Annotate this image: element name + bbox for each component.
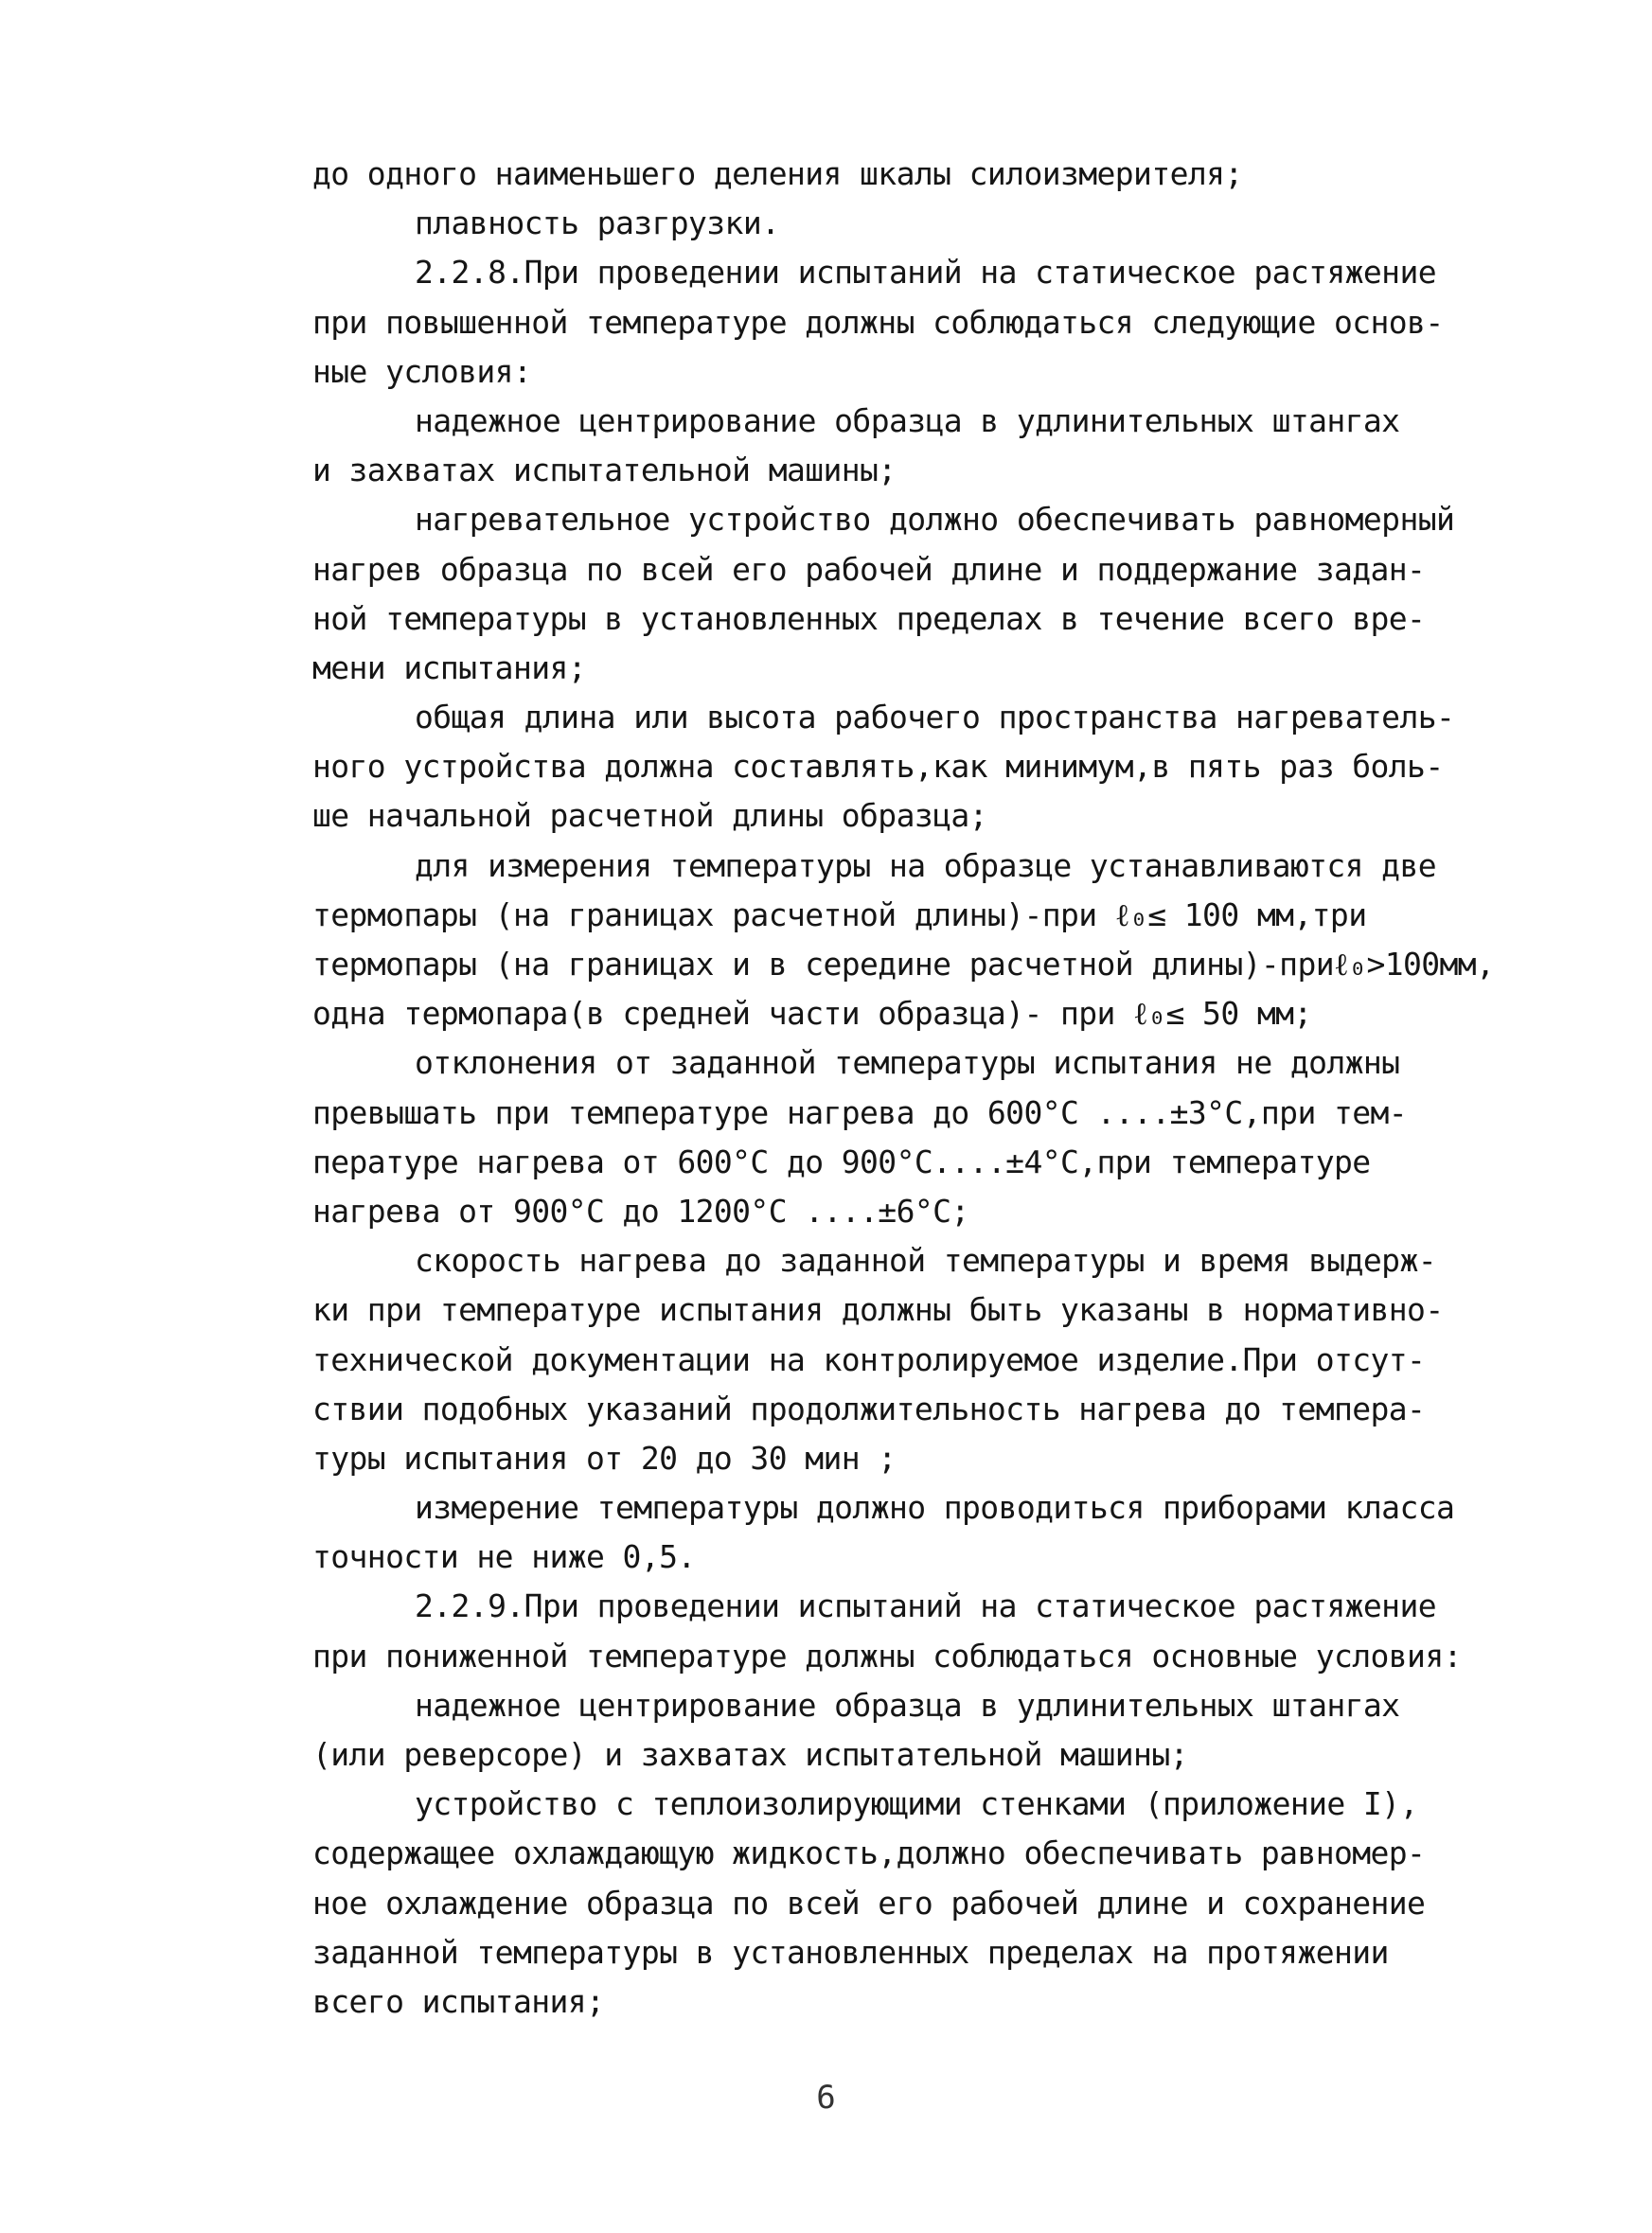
body-text — [312, 150, 1581, 2027]
text-line: нагрева от 900°С до 1200°С ....±6°С; — [312, 1192, 969, 1230]
text-line: до одного наименьшего деления шкалы силоизмерителя; — [312, 155, 1243, 192]
text-line: ного устройства должна составлять,как минимум,в пять раз боль- — [312, 748, 1444, 786]
text-line: при повышенной температуре должны соблюдаться следующие основ- — [312, 303, 1444, 341]
list-item: надежное центрирование образца в удлинительных штангах — [415, 1686, 1400, 1724]
text-line: точности не ниже 0,5. — [312, 1538, 696, 1576]
text-line: туры испытания от 20 до 30 мин ; — [312, 1439, 897, 1477]
text-line: технической документации на контролируемое изделие.При отсут- — [312, 1340, 1426, 1378]
list-item: нагревательное устройство должно обеспечивать равномерный — [415, 501, 1455, 539]
text-line: ной температуры в установленных пределах в течение всего вре- — [312, 599, 1426, 637]
page-number: 6 — [816, 2079, 836, 2117]
text-line: (или реверсоре) и захватах испытательной машины; — [312, 1736, 1188, 1773]
text-line: ное охлаждение образца по всей его рабочей длине и сохранение — [312, 1884, 1426, 1922]
text-line: содержащее охлаждающую жидкость,должно обеспечивать равномер- — [312, 1834, 1426, 1872]
text-line: при пониженной температуре должны соблюдаться основные условия: — [312, 1637, 1462, 1675]
text-line: всего испытания; — [312, 1982, 605, 2020]
text-line: ше начальной расчетной длины образца; — [312, 797, 987, 835]
list-item: общая длина или высота рабочего пространства нагреватель- — [415, 699, 1455, 736]
list-item: устройство с теплоизолирующими стенками (приложение I), — [415, 1785, 1418, 1823]
text-line: превышать при температуре нагрева до 600°С ....±3°С,при тем- — [312, 1093, 1408, 1131]
text-line: ки при температуре испытания должны быть указаны в нормативно- — [312, 1291, 1444, 1329]
list-item: для измерения температуры на образце устанавливаются две — [415, 846, 1436, 884]
text-line: одна термопара(в средней части образца)- при ℓ₀≤ 50 мм; — [312, 995, 1312, 1033]
text-line: пературе нагрева от 600°С до 900°С....±4°С,при температуре — [312, 1143, 1371, 1180]
list-item: скорость нагрева до заданной температуры и время выдерж- — [415, 1242, 1436, 1280]
text-line: ствии подобных указаний продолжительность нагрева до темпера- — [312, 1390, 1426, 1427]
list-item: измерение температуры должно проводиться приборами класса — [415, 1489, 1455, 1527]
text-line: термопары (на границах и в середине расчетной длины)-приℓ₀>100мм, — [312, 946, 1495, 983]
section-heading-2-2-9: 2.2.9.При проведении испытаний на статическое растяжение — [415, 1587, 1436, 1625]
text-line: плавность разгрузки. — [415, 204, 780, 242]
section-heading-2-2-8: 2.2.8.При проведении испытаний на статическое растяжение — [415, 254, 1436, 292]
list-item: отклонения от заданной температуры испытания не должны — [415, 1044, 1400, 1082]
text-line: нагрев образца по всей его рабочей длине и поддержание задан- — [312, 550, 1426, 588]
list-item: надежное центрирование образца в удлинительных штангах — [415, 401, 1400, 439]
text-line: заданной температуры в установленных пределах на протяжении — [312, 1933, 1389, 1971]
text-line: термопары (на границах расчетной длины)-при ℓ₀≤ 100 мм,три — [312, 895, 1367, 933]
text-line: и захватах испытательной машины; — [312, 452, 897, 489]
text-line: мени испытания; — [312, 648, 587, 686]
text-line: ные условия: — [312, 352, 532, 390]
